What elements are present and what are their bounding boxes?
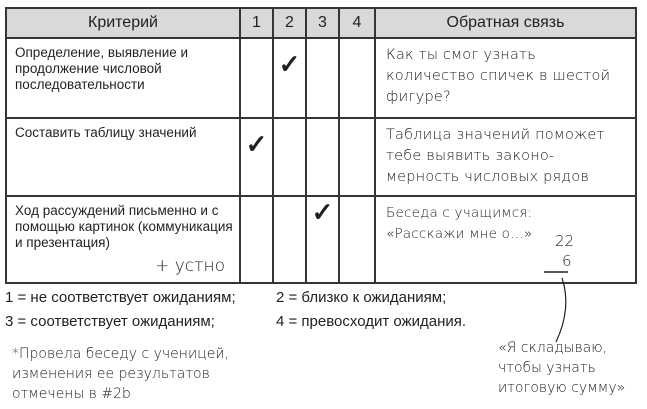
mark-cell [306,118,339,196]
student-quote: «Я складываю, чтобы узнать итоговую сумму» [498,340,626,396]
check-icon: ✓ [273,38,306,118]
feedback-cell: Беседа с учащимся: «Расскажи мне о…» [375,196,636,283]
mark-cell [240,196,273,283]
criterion-cell [6,196,240,283]
header-criterion: Критерий [6,8,240,38]
header-1: 1 [240,8,273,38]
mark-cell [240,38,273,118]
criterion-text: Ход рассуждений письменно и с помощью картинок (коммуникация и презентация) [15,203,233,250]
legend-1: 1 = не соответствует ожиданиям; [5,289,236,306]
assessment-table [5,7,637,284]
feedback-cell: Таблица значений поможет тебе выявить законо-мерность числовых рядов [375,118,636,196]
mark-cell [306,38,339,118]
mark-cell [273,118,306,196]
calc-bottom: 6 [562,252,572,270]
header-2: 2 [273,8,306,38]
feedback-cell: Как ты смог узнать количество спичек в шестой фигуре? [375,38,636,118]
header-3: 3 [306,8,339,38]
connector-line [540,268,580,348]
check-icon: ✓ [240,118,273,196]
table-row [6,38,636,118]
handwritten-addition: + устно [155,256,225,276]
calc-top: 22 [555,232,575,250]
table-header [6,8,636,38]
footnote: *Провела беседу с ученицей, изменения ее результатов отмечены в #2b [12,346,229,402]
legend-2: 2 = близко к ожиданиям; [276,289,447,306]
criterion-cell: Определение, выявление и продолжение числовой последовательности [6,38,240,118]
criterion-cell: Составить таблицу значений [6,118,240,196]
legend-4: 4 = превосходит ожидания. [276,313,467,330]
header-feedback: Обратная связь [375,8,636,38]
check-icon: ✓ [306,196,339,283]
mark-cell [339,38,375,118]
legend-3: 3 = соответствует ожиданиям; [5,313,215,330]
table-row [6,118,636,196]
header-4: 4 [339,8,375,38]
mark-cell [273,196,306,283]
mark-cell [339,118,375,196]
mark-cell [339,196,375,283]
